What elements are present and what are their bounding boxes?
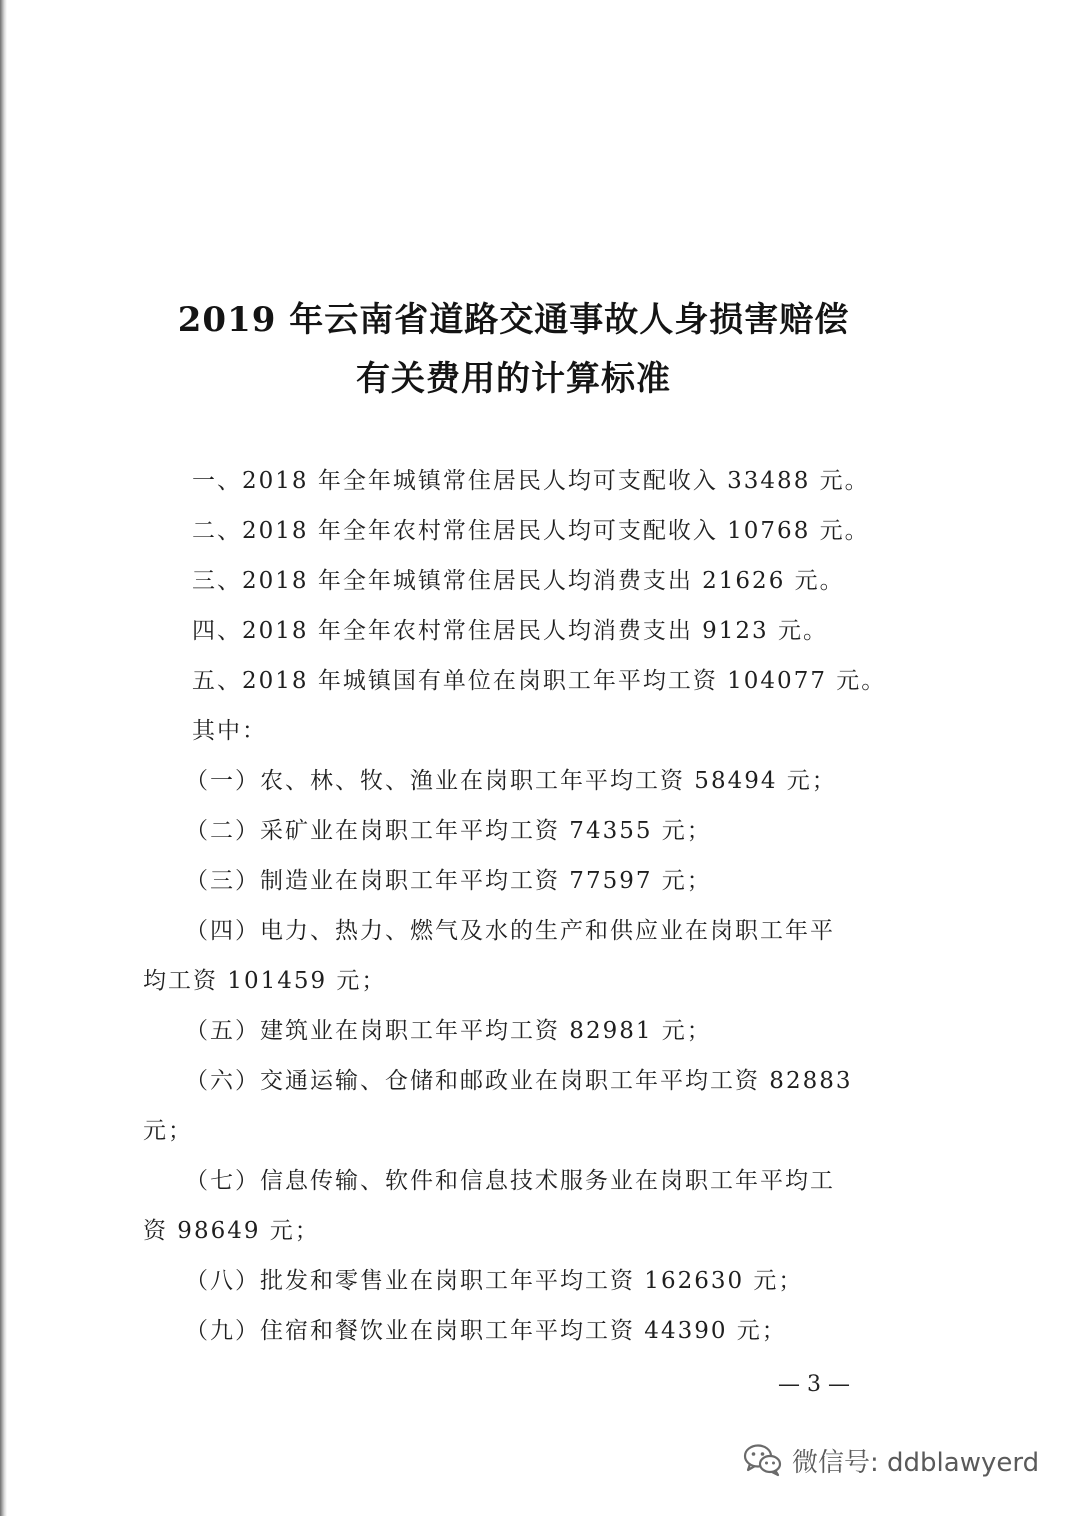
body-line-16: 资 98649 元； xyxy=(143,1218,320,1244)
page-edge-shadow xyxy=(0,0,7,1516)
body-line-7: （一）农、林、牧、渔业在岗职工年平均工资 58494 元； xyxy=(185,768,837,794)
wechat-icon xyxy=(742,1442,784,1478)
body-line-13: （六）交通运输、仓储和邮政业在岗职工年平均工资 82883 xyxy=(185,1068,853,1094)
body-line-6: 其中： xyxy=(192,718,267,744)
watermark-text: 微信号: ddblawyerd xyxy=(792,1447,1040,1478)
wechat-watermark xyxy=(742,1440,1039,1480)
document-title-line-2: 有关费用的计算标准 xyxy=(356,359,671,399)
body-line-3: 三、2018 年全年城镇常住居民人均消费支出 21626 元。 xyxy=(192,568,845,594)
body-line-12: （五）建筑业在岗职工年平均工资 82981 元； xyxy=(185,1018,712,1044)
document-title-line-1: 2019 年云南省道路交通事故人身损害赔偿 xyxy=(177,300,850,340)
body-line-2: 二、2018 年全年农村常住居民人均可支配收入 10768 元。 xyxy=(192,518,870,544)
body-line-15: （七）信息传输、软件和信息技术服务业在岗职工年平均工 xyxy=(185,1168,835,1194)
body-line-4: 四、2018 年全年农村常住居民人均消费支出 9123 元。 xyxy=(192,618,828,644)
body-line-9: （三）制造业在岗职工年平均工资 77597 元； xyxy=(185,868,712,894)
body-line-17: （八）批发和零售业在岗职工年平均工资 162630 元； xyxy=(185,1268,804,1294)
body-line-18: （九）住宿和餐饮业在岗职工年平均工资 44390 元； xyxy=(185,1318,787,1344)
body-line-14: 元； xyxy=(143,1118,193,1144)
body-line-8: （二）采矿业在岗职工年平均工资 74355 元； xyxy=(185,818,712,844)
body-line-11: 均工资 101459 元； xyxy=(143,968,387,994)
page-number: — 3 — xyxy=(778,1372,850,1397)
body-line-1: 一、2018 年全年城镇常住居民人均可支配收入 33488 元。 xyxy=(192,468,870,494)
body-line-10: （四）电力、热力、燃气及水的生产和供应业在岗职工年平 xyxy=(185,918,835,944)
body-line-5: 五、2018 年城镇国有单位在岗职工年平均工资 104077 元。 xyxy=(192,668,887,694)
